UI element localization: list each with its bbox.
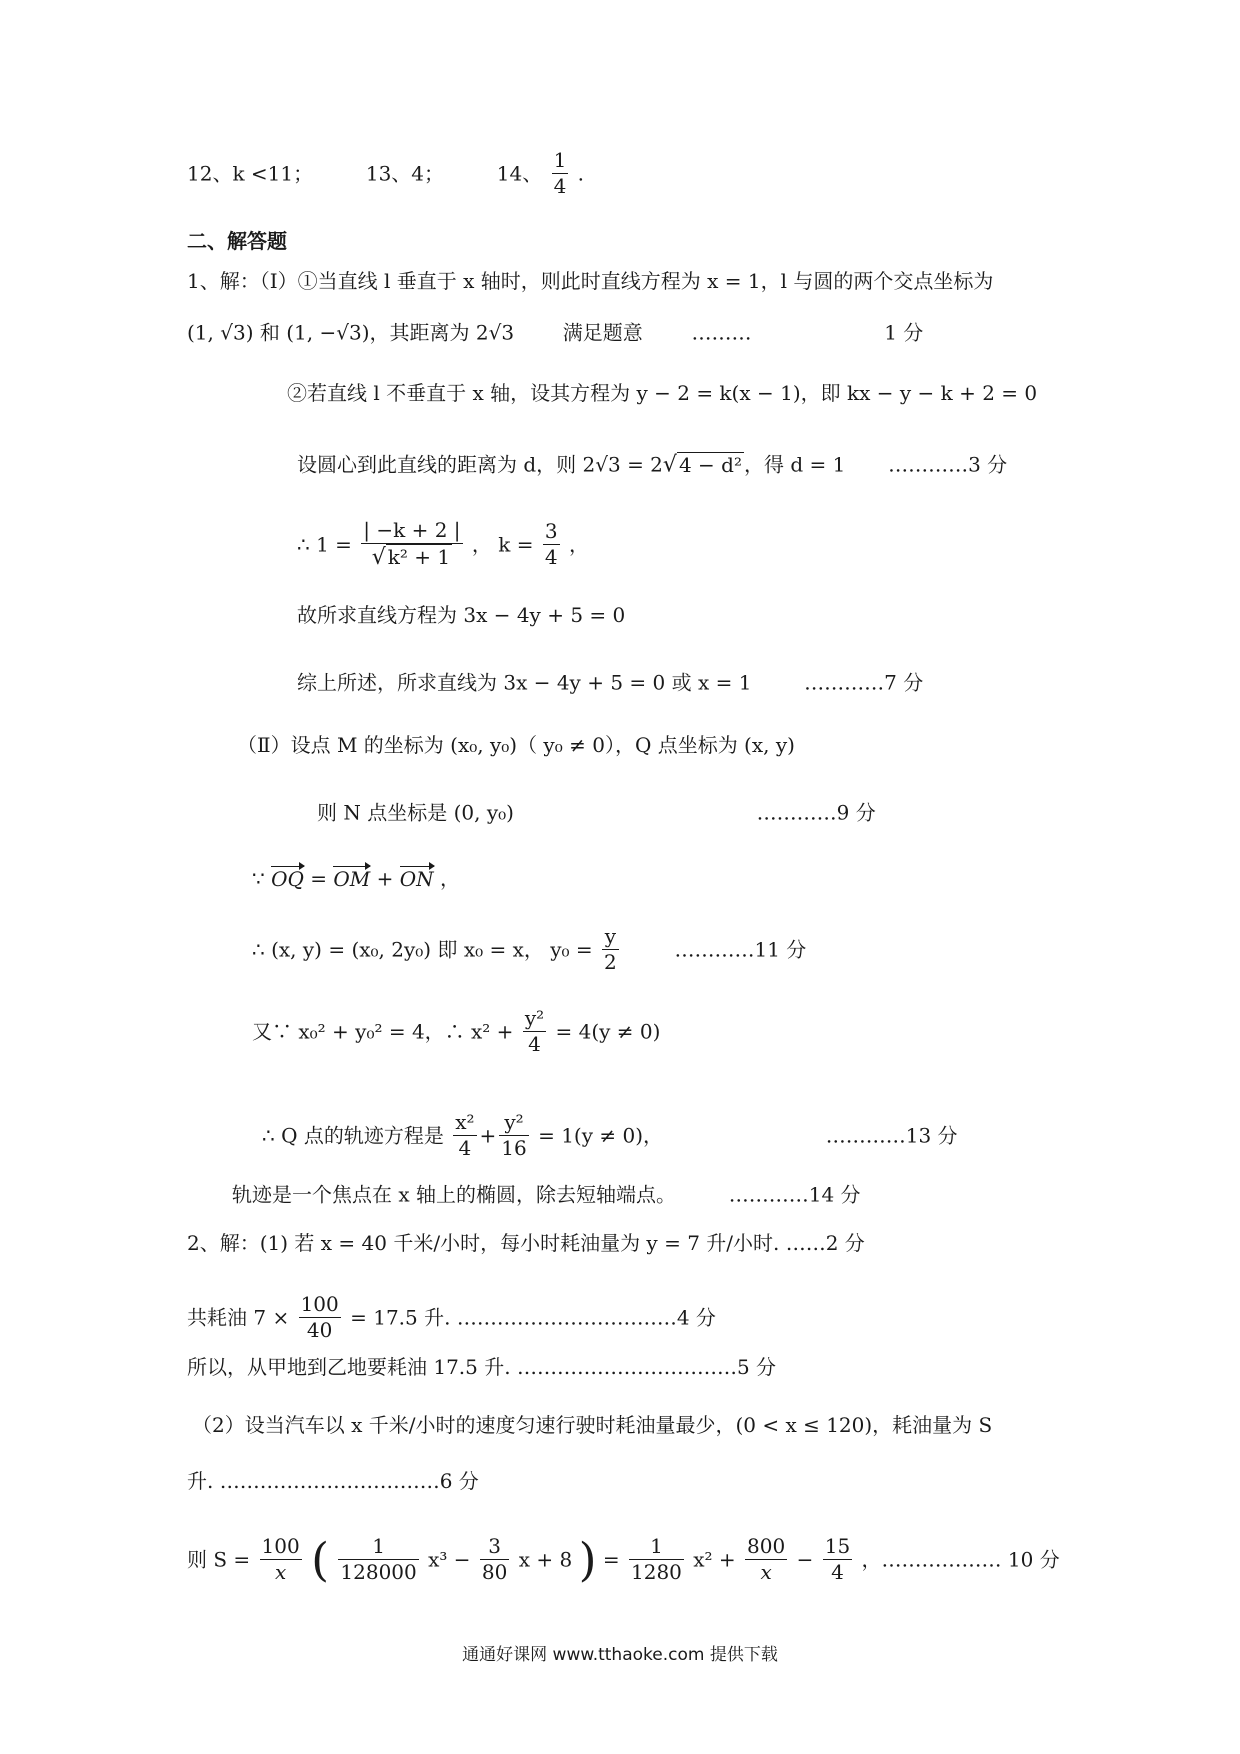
answer-12: 12、k <11； bbox=[187, 161, 314, 186]
p1-line-2: (1, √3) 和 (1, −√3)，其距离为 2√3 满足题意 ……… 1 分 bbox=[187, 320, 924, 345]
p2-line-3: 所以，从甲地到乙地要耗油 17.5 升. ……………………………5 分 bbox=[187, 1355, 777, 1379]
p1-line-7: 综上所述，所求直线为 3x − 4y + 5 = 0 或 x = 1 …………7 分 bbox=[297, 670, 924, 695]
vector-oq: OQ bbox=[271, 866, 304, 891]
p1-distance-fraction: $\frac{| -k + 2 |}{\text{√ k² + 1}}$ bbox=[363, 518, 461, 570]
p2-line-2: 共耗油 7 × $\frac{100}{40}$ = 17.5 升. ……………………………4 分 bbox=[187, 1292, 716, 1342]
footer-source: 通通好课网 www.tthaoke.com 提供下载 bbox=[462, 1645, 778, 1665]
p1-line-1: 1、解：（Ⅰ）①当直线 l 垂直于 x 轴时，则此时直线方程为 x = 1，l 与圆的两个交点坐标为 bbox=[187, 269, 994, 293]
answer-14-fraction: $\frac{1}{4}$ bbox=[553, 148, 567, 198]
p1-line-5: ∴ 1 = $\frac{| -k + 2 |}{\text{√ k² + 1}}$ ， k = $\frac{3}{4}$ ， bbox=[297, 518, 589, 570]
p1-k-fraction: $\frac{3}{4}$ bbox=[544, 519, 558, 570]
answer-13: 13、4； bbox=[365, 161, 445, 186]
p2-line-6: 则 S = $\frac{100}{x}$ ( $\frac{1}{128000}$ x³ − $\frac{3}{80}$ x + 8 ) = $\frac{1}{1280}$ x² + $\frac{800}{x}$ − $\frac{15}{4}$ ，……………… 10 分 bbox=[187, 1532, 1060, 1587]
p1-line-4: 设圆心到此直线的距离为 d，则 2√3 = 2√ 4 − d² ，得 d = 1 …………3 分 bbox=[297, 452, 1008, 478]
p2-line-4: （2）设当汽车以 x 千米/小时的速度匀速行驶时耗油量最少，(0 < x ≤ 120)，耗油量为 S bbox=[192, 1413, 993, 1437]
vector-on: ON bbox=[399, 866, 434, 891]
p1-line-11: ∴ (x, y) = (x₀, 2y₀) 即 x₀ = x， y₀ = $\frac{y}{2}$ …………11 分 bbox=[252, 924, 807, 974]
p1-line-10: ∵ OQ = OM + ON ， bbox=[252, 866, 460, 891]
p2-line-1: 2、解：(1) 若 x = 40 千米/小时，每小时耗油量为 y = 7 升/小时. ……2 分 bbox=[187, 1231, 865, 1255]
p1-line-6: 故所求直线方程为 3x − 4y + 5 = 0 bbox=[297, 603, 626, 627]
p1-line-9: 则 N 点坐标是 (0, y₀) …………9 分 bbox=[317, 800, 876, 825]
short-answers-line: 12、k <11； 13、4； 14、 $\frac{1}{4}$ . bbox=[187, 148, 585, 198]
p2-line-5: 升. ……………………………6 分 bbox=[187, 1469, 479, 1493]
p1-line-14: 轨迹是一个焦点在 x 轴上的椭圆，除去短轴端点。 …………14 分 bbox=[232, 1182, 861, 1207]
p1-line-12: 又∵ x₀² + y₀² = 4，∴ x² + $\frac{\text{y²}}{4}$ = 4(y ≠ 0) bbox=[252, 1006, 661, 1056]
section-title: 二、解答题 bbox=[187, 229, 287, 253]
p1-line-8: （Ⅱ）设点 M 的坐标为 (x₀, y₀)（ y₀ ≠ 0），Q 点坐标为 (x, y) bbox=[237, 733, 795, 757]
p1-line-3: ②若直线 l 不垂直于 x 轴，设其方程为 y − 2 = k(x − 1)，即 kx − y − k + 2 = 0 bbox=[287, 381, 1038, 405]
p1-line-13: ∴ Q 点的轨迹方程是 $\frac{\text{x²}}{4}$ + $\frac{\text{y²}}{16}$ = 1(y ≠ 0)， …………13 分 bbox=[262, 1110, 958, 1160]
answer-14-prefix: 14、 bbox=[496, 161, 543, 186]
vector-om: OM bbox=[333, 866, 371, 891]
